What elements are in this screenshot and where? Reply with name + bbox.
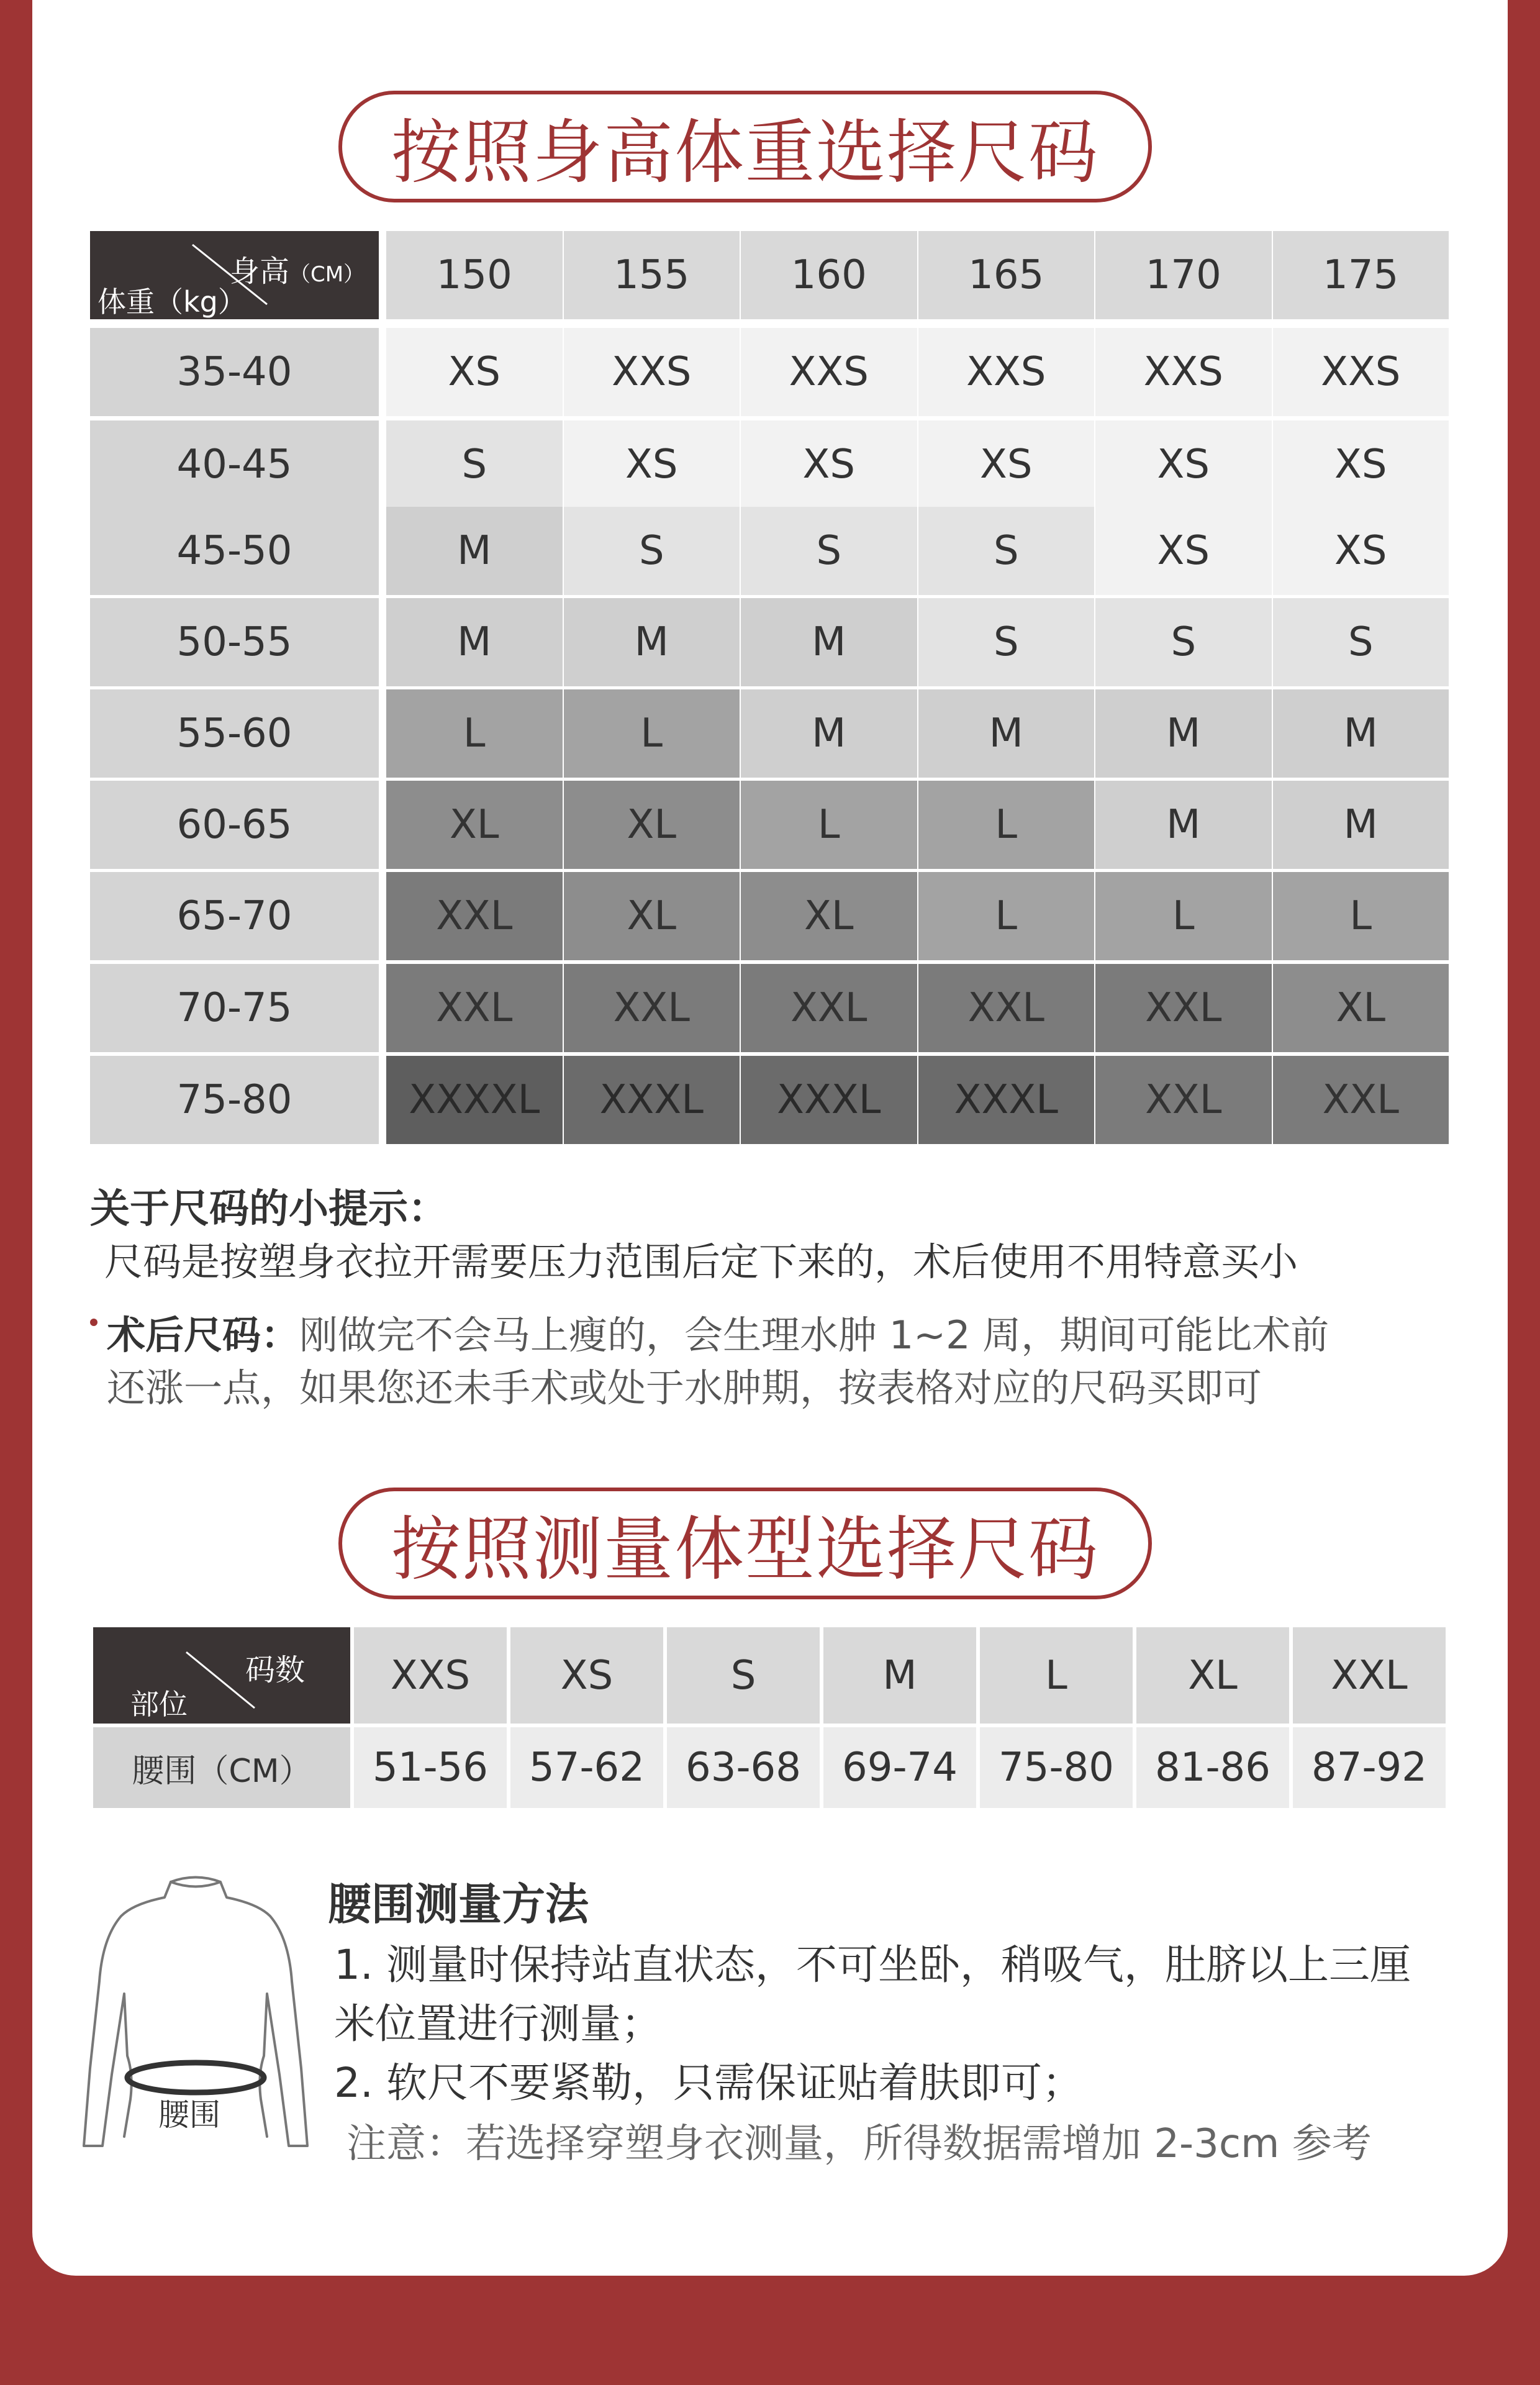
size-cell: M xyxy=(1273,781,1449,869)
size-cell: XXL xyxy=(564,964,740,1052)
size-cell: XXS xyxy=(1273,328,1449,416)
size-cell: L xyxy=(1095,872,1272,960)
size-cell: XS xyxy=(1273,507,1449,595)
tips-line-1: 尺码是按塑身衣拉开需要压力范围后定下来的，术后使用不用特意买小 xyxy=(104,1239,1298,1284)
size-cell: XXS xyxy=(741,328,917,416)
size-cell: XL xyxy=(564,781,740,869)
size-cell: XL xyxy=(386,781,563,869)
size-cell: XXS xyxy=(918,328,1095,416)
section-title-text: 按照测量体型选择尺码 xyxy=(391,1509,1099,1590)
height-header-cell: 165 xyxy=(918,231,1095,319)
size-cell: S xyxy=(741,507,917,595)
section-title-text: 按照身高体重选择尺码 xyxy=(391,112,1099,193)
size-cell: XS xyxy=(1095,420,1272,509)
size-cell: L xyxy=(918,872,1095,960)
corner-weight-label: 体重（kg） xyxy=(97,285,247,319)
size-header-cell: XXL xyxy=(1293,1627,1446,1724)
weight-row-header: 75-80 xyxy=(90,1056,379,1144)
size-cell: M xyxy=(918,689,1095,778)
corner-part-label: 部位 xyxy=(130,1688,188,1721)
waist-value-cell: 81-86 xyxy=(1136,1727,1289,1808)
bullet-dot xyxy=(90,1319,97,1326)
tips-postop: 术后尺码：刚做完不会马上瘦的，会生理水肿 1~2 周，期间可能比术前 xyxy=(107,1312,1329,1358)
height-header-cell: 150 xyxy=(386,231,563,319)
size-header-cell: S xyxy=(667,1627,820,1724)
size-cell: XS xyxy=(1095,507,1272,595)
size-cell: XXL xyxy=(1273,1056,1449,1144)
size-cell: XXXL xyxy=(741,1056,917,1144)
size-cell: M xyxy=(564,598,740,686)
size-cell: M xyxy=(386,598,563,686)
size-cell: M xyxy=(741,598,917,686)
waist-value-cell: 69-74 xyxy=(823,1727,976,1808)
method-heading: 腰围测量方法 xyxy=(328,1879,589,1930)
size-cell: M xyxy=(1095,689,1272,778)
figure-waist-label: 腰围 xyxy=(158,2097,220,2133)
size-cell: M xyxy=(386,507,563,595)
section-title-measurement xyxy=(338,1488,1152,1599)
weight-row-header: 40-45 xyxy=(90,420,379,509)
size-cell: S xyxy=(1273,598,1449,686)
size-cell: XXL xyxy=(386,872,563,960)
corner-size-label: 码数 xyxy=(245,1653,306,1688)
size-cell: XXL xyxy=(1095,964,1272,1052)
size-header-cell: L xyxy=(980,1627,1133,1724)
waist-value-cell: 57-62 xyxy=(510,1727,663,1808)
waist-value-cell: 51-56 xyxy=(354,1727,507,1808)
size-cell: L xyxy=(1273,872,1449,960)
size-cell: S xyxy=(918,507,1095,595)
method-step-1-continued: 米位置进行测量； xyxy=(334,2000,662,2048)
size-cell: XXXL xyxy=(564,1056,740,1144)
size-cell: XXXL xyxy=(918,1056,1095,1144)
size-cell: M xyxy=(1273,689,1449,778)
size-cell: M xyxy=(741,689,917,778)
weight-row-header: 65-70 xyxy=(90,872,379,960)
size-header-cell: XS xyxy=(510,1627,663,1724)
method-note: 注意：若选择穿塑身衣测量，所得数据需增加 2-3cm 参考 xyxy=(346,2121,1372,2167)
size-cell: XL xyxy=(741,872,917,960)
size-cell: M xyxy=(1095,781,1272,869)
tips-postop-continued: 还涨一点，如果您还未手术或处于水肿期，按表格对应的尺码买即可 xyxy=(107,1365,1262,1411)
table2-corner-header xyxy=(93,1627,350,1724)
section-title-height-weight xyxy=(338,91,1152,202)
size-cell: XS xyxy=(918,420,1095,509)
size-cell: XXL xyxy=(386,964,563,1052)
size-cell: XS xyxy=(386,328,563,416)
waist-value-cell: 63-68 xyxy=(667,1727,820,1808)
size-cell: XS xyxy=(741,420,917,509)
size-cell: S xyxy=(918,598,1095,686)
weight-row-header: 35-40 xyxy=(90,328,379,416)
height-header-cell: 160 xyxy=(741,231,917,319)
size-header-cell: XXS xyxy=(354,1627,507,1724)
size-cell: XS xyxy=(564,420,740,509)
size-cell: S xyxy=(564,507,740,595)
size-cell: S xyxy=(386,420,563,509)
size-cell: XL xyxy=(564,872,740,960)
waist-value-cell: 75-80 xyxy=(980,1727,1133,1808)
size-cell: XXL xyxy=(741,964,917,1052)
corner-height-label: 身高（CM） xyxy=(230,254,365,289)
weight-row-header: 60-65 xyxy=(90,781,379,869)
size-cell: S xyxy=(1095,598,1272,686)
size-header-cell: M xyxy=(823,1627,976,1724)
size-cell: XXS xyxy=(564,328,740,416)
method-step-1: 1. 测量时保持站直状态，不可坐卧，稍吸气，肚脐以上三厘 xyxy=(334,1941,1411,1989)
waist-value-cell: 87-92 xyxy=(1293,1727,1446,1808)
weight-row-header: 45-50 xyxy=(90,507,379,595)
size-cell: XXL xyxy=(1095,1056,1272,1144)
waist-row-label: 腰围（CM） xyxy=(93,1727,350,1808)
weight-row-header: 50-55 xyxy=(90,598,379,686)
size-cell: L xyxy=(564,689,740,778)
height-header-cell: 175 xyxy=(1273,231,1449,319)
size-cell: XXXXL xyxy=(386,1056,563,1144)
weight-row-header: 70-75 xyxy=(90,964,379,1052)
height-header-cell: 155 xyxy=(564,231,740,319)
size-cell: XS xyxy=(1273,420,1449,509)
size-cell: XXL xyxy=(918,964,1095,1052)
size-cell: XXS xyxy=(1095,328,1272,416)
method-step-2: 2. 软尺不要紧勒，只需保证贴着肤即可； xyxy=(334,2059,1083,2107)
size-cell: XL xyxy=(1273,964,1449,1052)
size-cell: L xyxy=(741,781,917,869)
weight-row-header: 55-60 xyxy=(90,689,379,778)
tips-heading: 关于尺码的小提示： xyxy=(90,1186,448,1232)
size-cell: L xyxy=(386,689,563,778)
table-corner-header xyxy=(90,231,379,319)
size-header-cell: XL xyxy=(1136,1627,1289,1724)
size-cell: L xyxy=(918,781,1095,869)
height-header-cell: 170 xyxy=(1095,231,1272,319)
